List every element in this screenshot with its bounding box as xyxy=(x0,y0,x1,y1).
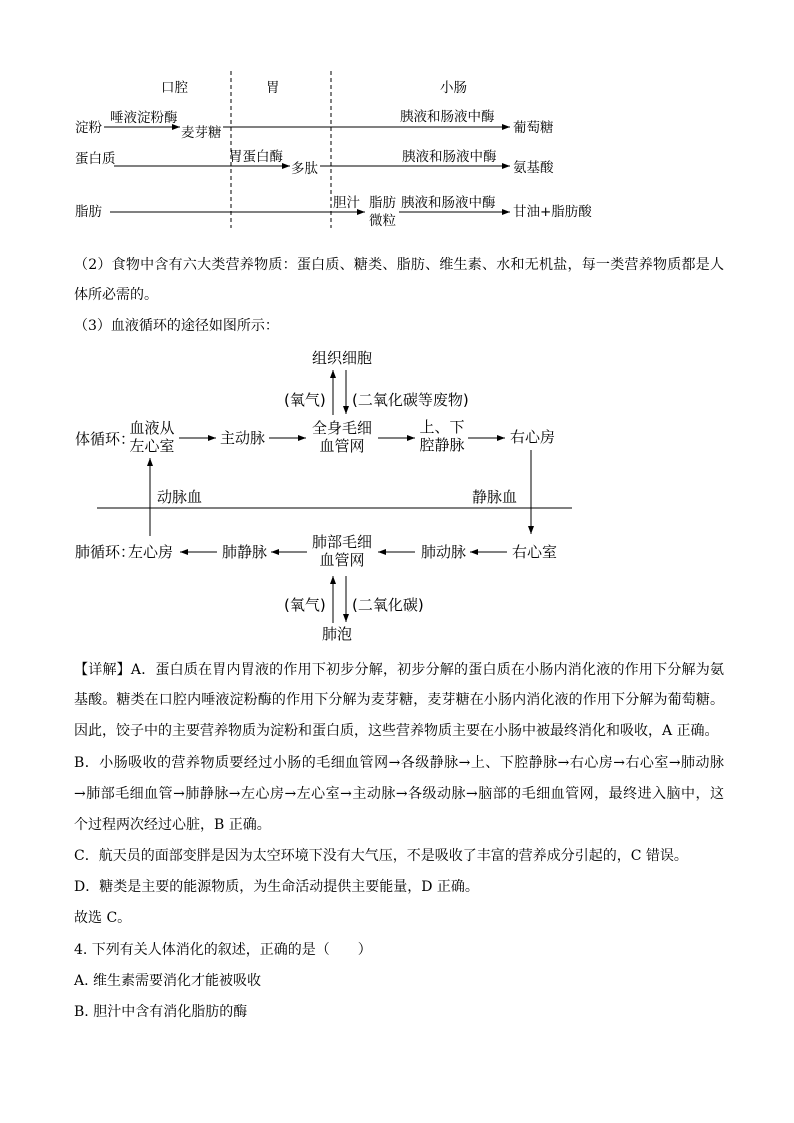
systemic-circulation-label: 体循环： xyxy=(75,430,136,448)
starch-label: 淀粉 xyxy=(75,120,102,136)
fat-label: 脂肪 xyxy=(75,204,102,220)
vena-cava-node xyxy=(419,418,465,454)
answer-line: 故选 C。 xyxy=(74,910,132,926)
arterial-blood-label: 动脉血 xyxy=(157,488,203,506)
tissue-oxygen-label: (氧气) xyxy=(284,391,326,409)
alveoli-label: 肺泡 xyxy=(322,625,353,643)
starch-intestinal-enzyme-label: 胰液和肠液中酶 xyxy=(400,109,495,125)
explanation-c: C．航天员的面部变胖是因为太空环境下没有大气压，不是吸收了丰富的营养成分引起的，C 错误。 xyxy=(74,848,688,864)
explanation-b-line3: 个过程两次经过心脏，B 正确。 xyxy=(74,817,271,833)
explanation-a-line1: 【详解】A．蛋白质在胃内胃液的作用下初步分解，初步分解的蛋白质在小肠内消化液的作用下分解为氨 xyxy=(74,662,724,678)
note3-text: （3）血液循环的途径如图所示： xyxy=(74,318,279,334)
fat-droplet-label xyxy=(368,194,397,230)
explanation-b-line1: B．小肠吸收的营养物质要经过小肠的毛细血管网→各级静脉→上、下腔静脉→右心房→右心室→肺动脉 xyxy=(74,755,724,771)
body-capillaries-line2: 血管网 xyxy=(319,437,365,455)
right-ventricle-node: 右心室 xyxy=(512,543,558,561)
note2-line1: （2）食物中含有六大类营养物质：蛋白质、糖类、脂肪、维生素、水和无机盐，每一类营养物质都是人 xyxy=(74,257,724,273)
pepsin-label: 胃蛋白酶 xyxy=(229,149,283,165)
aorta-node: 主动脉 xyxy=(220,429,266,447)
amino-acid-label: 氨基酸 xyxy=(513,160,554,176)
header-stomach: 胃 xyxy=(266,80,280,96)
fat-droplet-line2: 微粒 xyxy=(369,213,396,229)
pulmonary-artery-node: 肺动脉 xyxy=(421,543,467,561)
left-ventricle-start-node xyxy=(129,419,175,455)
vena-cava-line2: 腔静脉 xyxy=(419,436,465,454)
salivary-amylase-label: 唾液淀粉酶 xyxy=(110,110,178,126)
explanation-a-line2: 基酸。糖类在口腔内唾液淀粉酶的作用下分解为麦芽糖，麦芽糖在小肠内消化液的作用下分解为葡萄糖。 xyxy=(74,692,724,708)
question-4-option-a: A. 维生素需要消化才能被吸收 xyxy=(74,973,262,989)
bile-label: 胆汁 xyxy=(333,195,360,211)
left-atrium-node: 左心房 xyxy=(128,543,174,561)
alveoli-oxygen-label: (氧气) xyxy=(284,596,326,614)
glucose-label: 葡萄糖 xyxy=(513,120,554,136)
question-4-stem: 4. 下列有关人体消化的叙述，正确的是（ ） xyxy=(74,942,372,958)
header-oral-cavity: 口腔 xyxy=(161,80,188,96)
note2-line2: 体所必需的。 xyxy=(74,287,158,303)
body-capillaries-node xyxy=(310,419,374,455)
protein-label: 蛋白质 xyxy=(75,151,116,167)
explanation-d: D．糖类是主要的能源物质，为生命活动提供主要能量，D 正确。 xyxy=(74,879,479,895)
right-atrium-node: 右心房 xyxy=(510,428,556,446)
left-ventricle-start-line1: 血液从 xyxy=(129,419,175,437)
left-ventricle-start-line2: 左心室 xyxy=(129,437,175,455)
pulmonary-circulation-label: 肺循环： xyxy=(75,543,136,561)
fat-droplet-line1: 脂肪 xyxy=(369,195,396,211)
vena-cava-line1: 上、下 xyxy=(419,418,465,436)
lung-capillaries-node xyxy=(310,533,374,569)
lung-capillaries-line1: 肺部毛细 xyxy=(311,533,372,551)
body-capillaries-line1: 全身毛细 xyxy=(311,419,372,437)
question-4-option-b: B. 胆汁中含有消化脂肪的酶 xyxy=(74,1004,248,1020)
header-small-intestine: 小肠 xyxy=(440,80,467,96)
explanation-b-line2: →肺部毛细血管→肺静脉→左心房→左心室→主动脉→各级动脉→脑部的毛细血管网，最终进入脑中，这 xyxy=(74,786,724,802)
lung-capillaries-line2: 血管网 xyxy=(319,551,365,569)
protein-intestinal-enzyme-label: 胰液和肠液中酶 xyxy=(402,149,497,165)
maltose-label: 麦芽糖 xyxy=(181,125,222,141)
tissue-waste-label: (二氧化碳等废物) xyxy=(352,391,469,409)
alveoli-co2-label: (二氧化碳) xyxy=(352,596,424,614)
venous-blood-label: 静脉血 xyxy=(472,488,518,506)
peptide-label: 多肽 xyxy=(291,161,318,177)
explanation-a-line3: 因此，饺子中的主要营养物质为淀粉和蛋白质，这些营养物质主要在小肠中被最终消化和吸收，A 正确。 xyxy=(74,723,719,739)
tissue-cells-label: 组织细胞 xyxy=(312,349,373,367)
pulmonary-vein-node: 肺静脉 xyxy=(222,543,268,561)
glycerol-fatty-acid-label: 甘油+脂肪酸 xyxy=(513,204,592,220)
fat-intestinal-enzyme-label: 胰液和肠液中酶 xyxy=(401,195,496,211)
